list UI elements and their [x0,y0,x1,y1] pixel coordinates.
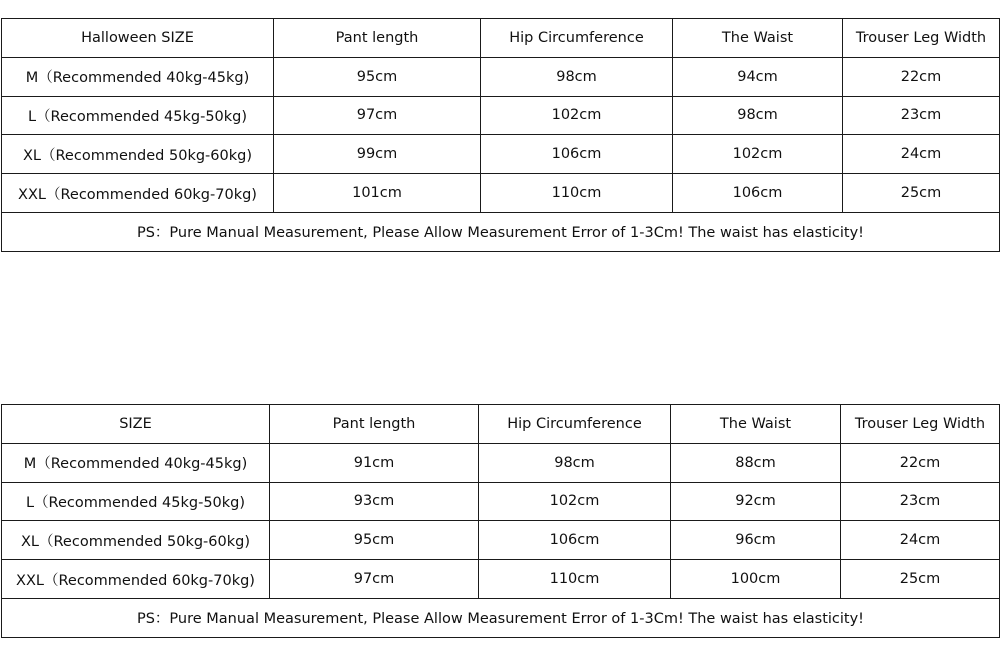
header-trouser-leg-width: Trouser Leg Width [843,19,1000,58]
table-row [2,560,1000,599]
cell-waist: 102cm [673,135,843,174]
cell-hip-circumference: 102cm [481,96,673,135]
table-header-row [2,405,1000,444]
header-size: Halloween SIZE [2,19,274,58]
cell-waist: 106cm [673,174,843,213]
cell-size: L（Recommended 45kg-50kg) [2,96,274,135]
cell-hip-circumference: 98cm [479,443,671,482]
cell-pant-length: 99cm [274,135,481,174]
cell-hip-circumference: 106cm [479,521,671,560]
table-row [2,135,1000,174]
cell-waist: 88cm [671,443,841,482]
cell-pant-length: 97cm [274,96,481,135]
cell-hip-circumference: 110cm [481,174,673,213]
measurement-note: PS：Pure Manual Measurement, Please Allow Measurement Error of 1-3Cm! The waist has elasticity! [2,598,1000,637]
table-row [2,57,1000,96]
cell-pant-length: 95cm [270,521,479,560]
cell-waist: 94cm [673,57,843,96]
cell-waist: 92cm [671,482,841,521]
standard-size-table [1,404,1000,638]
cell-waist: 96cm [671,521,841,560]
cell-size: XXL（Recommended 60kg-70kg) [2,560,270,599]
cell-size: XXL（Recommended 60kg-70kg) [2,174,274,213]
cell-pant-length: 91cm [270,443,479,482]
cell-hip-circumference: 106cm [481,135,673,174]
cell-waist: 100cm [671,560,841,599]
header-size: SIZE [2,405,270,444]
table-row [2,174,1000,213]
header-trouser-leg-width: Trouser Leg Width [841,405,1000,444]
cell-waist: 98cm [673,96,843,135]
cell-size: XL（Recommended 50kg-60kg) [2,135,274,174]
table-row [2,443,1000,482]
header-hip-circumference: Hip Circumference [479,405,671,444]
cell-pant-length: 93cm [270,482,479,521]
table-note-row [2,212,1000,251]
header-waist: The Waist [673,19,843,58]
table-row [2,521,1000,560]
cell-size: XL（Recommended 50kg-60kg) [2,521,270,560]
table-header-row [2,19,1000,58]
cell-size: M（Recommended 40kg-45kg) [2,443,270,482]
cell-trouser-leg-width: 23cm [843,96,1000,135]
cell-pant-length: 95cm [274,57,481,96]
cell-trouser-leg-width: 23cm [841,482,1000,521]
header-waist: The Waist [671,405,841,444]
header-pant-length: Pant length [274,19,481,58]
header-hip-circumference: Hip Circumference [481,19,673,58]
cell-pant-length: 101cm [274,174,481,213]
cell-size: M（Recommended 40kg-45kg) [2,57,274,96]
table-note-row [2,598,1000,637]
cell-pant-length: 97cm [270,560,479,599]
table-row [2,96,1000,135]
cell-trouser-leg-width: 25cm [841,560,1000,599]
measurement-note: PS：Pure Manual Measurement, Please Allow Measurement Error of 1-3Cm! The waist has elasticity! [2,212,1000,251]
cell-trouser-leg-width: 25cm [843,174,1000,213]
cell-size: L（Recommended 45kg-50kg) [2,482,270,521]
halloween-size-table [1,18,1000,252]
cell-trouser-leg-width: 24cm [843,135,1000,174]
cell-hip-circumference: 98cm [481,57,673,96]
header-pant-length: Pant length [270,405,479,444]
cell-trouser-leg-width: 22cm [841,443,1000,482]
cell-trouser-leg-width: 24cm [841,521,1000,560]
cell-hip-circumference: 110cm [479,560,671,599]
table-row [2,482,1000,521]
cell-trouser-leg-width: 22cm [843,57,1000,96]
cell-hip-circumference: 102cm [479,482,671,521]
